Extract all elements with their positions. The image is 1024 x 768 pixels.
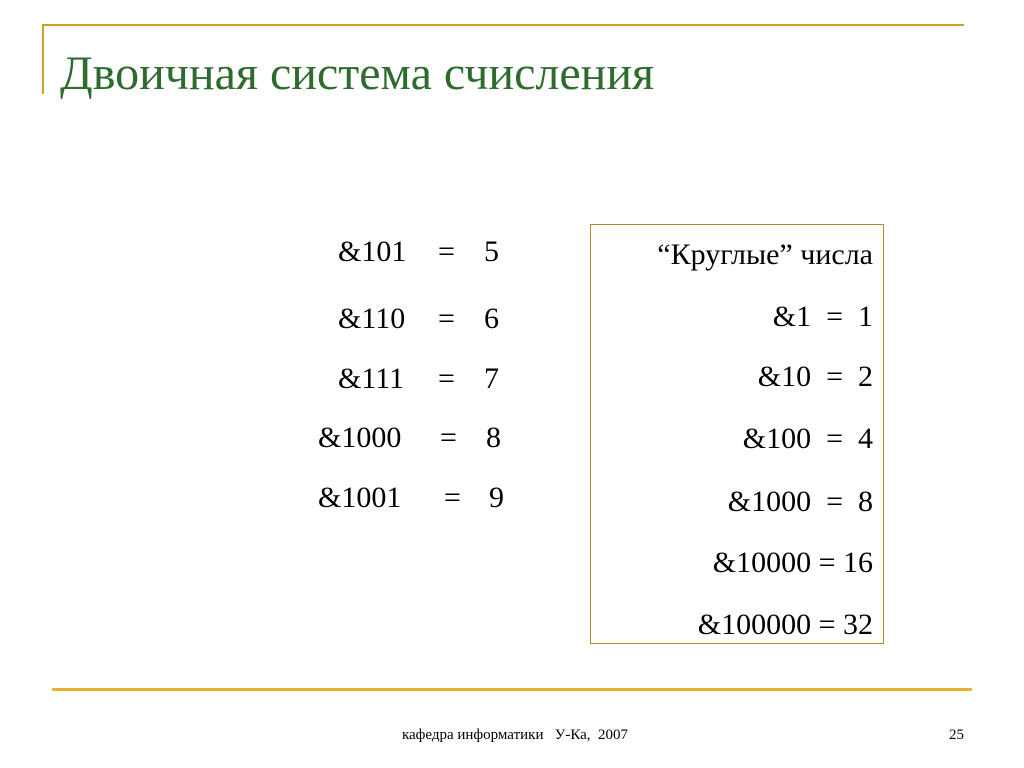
binary-value: &101 [338, 235, 407, 268]
binary-example-row [300, 478, 520, 518]
binary-value: &1000 [318, 421, 402, 454]
binary-example-row [300, 299, 520, 339]
decimal-value: 5 [484, 235, 499, 268]
footer-divider [52, 688, 972, 691]
equals-sign: = [438, 362, 455, 395]
equals-sign: = [440, 421, 457, 454]
round-number-item: &100000 = 32 [697, 608, 873, 641]
binary-value: &1001 [318, 481, 402, 514]
binary-example-row [300, 232, 520, 272]
round-number-item: &1000 = 8 [727, 485, 873, 518]
top-frame-line [42, 24, 964, 26]
slide-title: Двоичная система счисления [60, 47, 655, 100]
binary-value: &110 [338, 302, 406, 335]
binary-example-row [300, 359, 520, 399]
equals-sign: = [444, 481, 461, 514]
equals-sign: = [438, 302, 455, 335]
decimal-value: 9 [489, 481, 504, 514]
round-number-item: &100 = 4 [742, 422, 873, 455]
equals-sign: = [438, 235, 455, 268]
decimal-value: 7 [484, 362, 499, 395]
round-number-item: &10 = 2 [757, 360, 873, 393]
left-frame-line [42, 24, 44, 94]
decimal-value: 6 [484, 302, 499, 335]
decimal-value: 8 [486, 421, 501, 454]
binary-examples-list [300, 232, 520, 532]
page-number: 25 [949, 727, 964, 743]
round-number-item: &1 = 1 [772, 300, 873, 333]
round-numbers-box [590, 224, 884, 644]
binary-example-row [300, 418, 520, 458]
binary-value: &111 [338, 362, 405, 395]
round-number-item: &10000 = 16 [712, 546, 873, 579]
round-numbers-heading: “Круглые” числа [657, 238, 873, 271]
footer-caption: кафедра информатики У-Ка, 2007 [401, 727, 629, 743]
